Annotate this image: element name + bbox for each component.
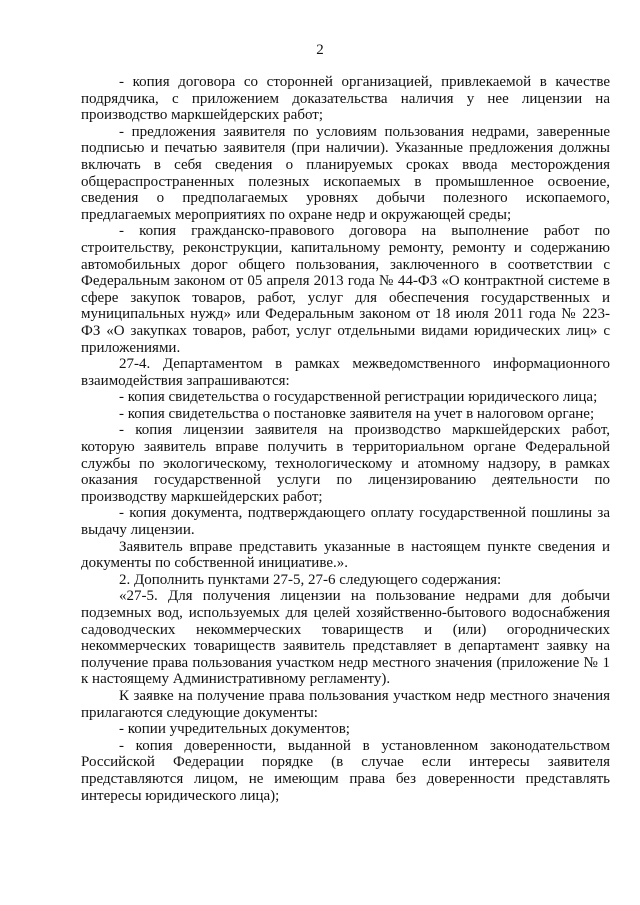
paragraph-tax-certificate: - копия свидетельства о постановке заявителя на учет в налоговом органе;	[119, 405, 595, 422]
paragraph-27-4: 27-4. Департаментом в рамках межведомственного информационного взаимодействия запрашиваются:	[81, 356, 610, 389]
paragraph-applicant-proposals: - предложения заявителя по условиям пользования недрами, заверенные подписью и печатью заявителя (при наличии). Указанные предложения должны включать в себя сведения о планируемых сроках ввода месторождения общераспространенных полезных ископаемых в промышленное освоение, сведения о предполагаемых уровнях добычи полезного ископаемого, предлагаемых мероприятиях по охране недр и окружающей среды;	[81, 123, 610, 223]
paragraph-contractor-contract: - копия договора со сторонней организацией, привлекаемой в качестве подрядчика, с приложением доказательства наличия у нее лицензии на производство маркшейдерских работ;	[81, 74, 610, 124]
paragraph-civil-contract: - копия гражданско-правового договора на выполнение работ по строительству, реконструкции, капитальному ремонту, ремонту и содержанию автомобильных дорог общего пользования, заключенного в соответствии с Федеральным законом от 05 апреля 2013 года № 44-ФЗ «О контрактной системе в сфере закупок товаров, работ, услуг для обеспечения государственных и муниципальных нужд» или Федеральным законом от 18 июля 2011 года № 223-ФЗ «О закупках товаров, работ, услуг отдельными видами юридических лиц» с приложениями.	[81, 223, 610, 356]
paragraph-power-of-attorney: - копия доверенности, выданной в установленном законодательством Российской Федерации порядке (в случае если интересы заявителя представляются лицом, не имеющим права без доверенности представлять интересы юридического лица);	[81, 737, 610, 804]
paragraph-27-5: «27-5. Для получения лицензии на пользование недрами для добычи подземных вод, используемых для целей хозяйственно-бытового водоснабжения садоводческих некоммерческих товариществ и (или) огороднических некоммерческих товариществ заявитель представляет в департамент заявку на получение права пользования участком недр местного значения (приложение № 1 к настоящему Административному регламенту).	[81, 588, 610, 688]
paragraph-amendment-2: 2. Дополнить пунктами 27-5, 27-6 следующего содержания:	[119, 571, 502, 588]
paragraph-founding-documents: - копии учредительных документов;	[119, 721, 350, 738]
document-body	[81, 74, 610, 804]
paragraph-attached-documents: К заявке на получение права пользования участком недр местного значения прилагаются следующие документы:	[81, 687, 610, 721]
paragraph-registration-certificate: - копия свидетельства о государственной регистрации юридического лица;	[119, 389, 598, 406]
page-number: 2	[316, 42, 324, 58]
paragraph-surveying-license: - копия лицензии заявителя на производство маркшейдерских работ, которую заявитель вправе получить в территориальном органе Федеральной службы по экологическому, технологическому и атомному надзору, в рамках оказания государственной услуги по лицензированию деятельности по производству маркшейдерских работ;	[81, 422, 610, 505]
paragraph-fee-payment: - копия документа, подтверждающего оплату государственной пошлины за выдачу лицензии.	[81, 505, 610, 539]
paragraph-own-initiative: Заявитель вправе представить указанные в настоящем пункте сведения и документы по собственной инициативе.».	[81, 538, 610, 572]
